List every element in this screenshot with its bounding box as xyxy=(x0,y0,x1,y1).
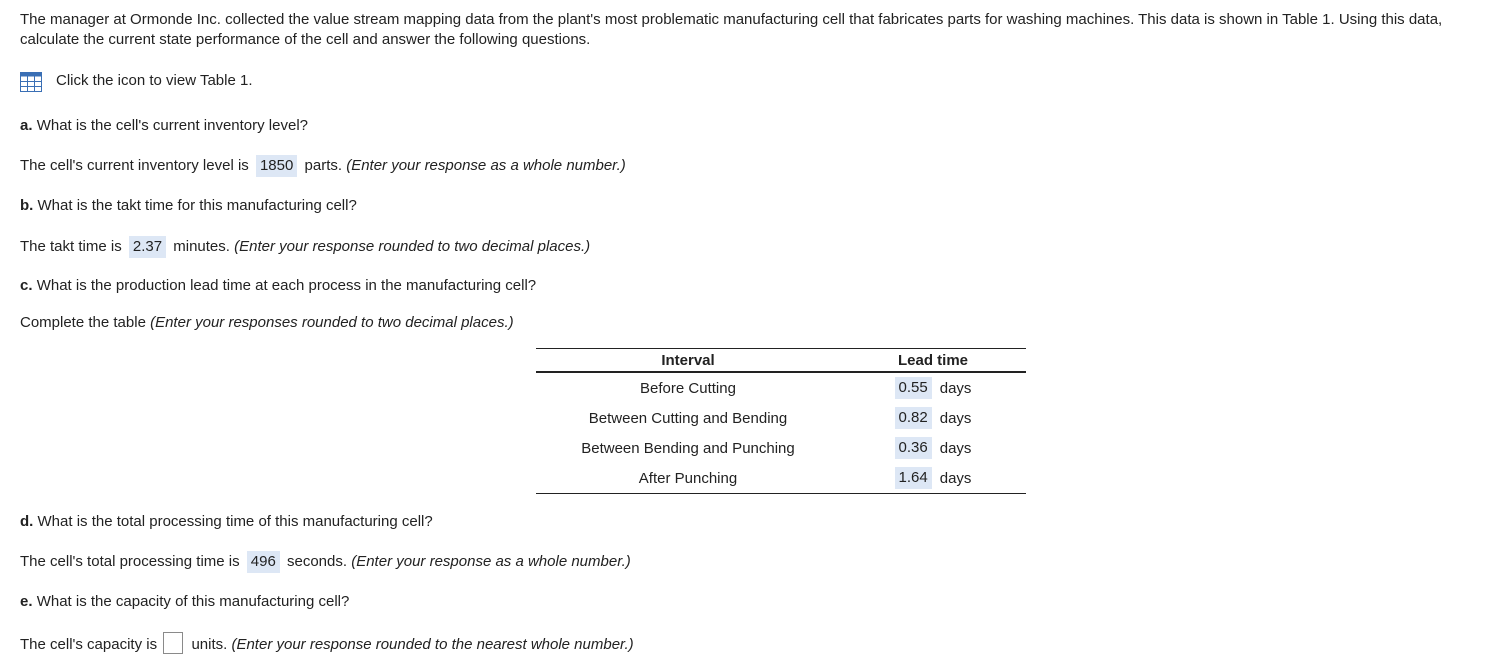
table-row xyxy=(536,433,1026,463)
header-interval: Interval xyxy=(536,349,840,373)
interval-cell: After Punching xyxy=(536,463,840,494)
header-lead-time: Lead time xyxy=(840,349,1026,373)
answer-a-row xyxy=(20,155,626,177)
answer-b-input[interactable]: 2.37 xyxy=(129,236,166,258)
question-c-text: What is the production lead time at each process in the manufacturing cell? xyxy=(36,277,537,294)
answer-a-input[interactable]: 1850 xyxy=(256,155,297,177)
question-e xyxy=(20,592,349,612)
answer-b-hint: (Enter your response rounded to two decimal places.) xyxy=(234,238,591,255)
lead-time-input[interactable]: 0.82 xyxy=(895,407,932,429)
question-c-letter: c. xyxy=(20,277,33,294)
view-table-link[interactable] xyxy=(20,68,1490,92)
question-d-text: What is the total processing time of this manufacturing cell? xyxy=(37,513,433,530)
lead-time-unit: days xyxy=(939,439,972,457)
question-b xyxy=(20,196,357,216)
answer-d-hint: (Enter your response as a whole number.) xyxy=(351,553,631,570)
table-row xyxy=(536,463,1026,494)
question-c xyxy=(20,276,536,296)
lead-time-table xyxy=(536,348,1026,494)
answer-e-hint: (Enter your response rounded to the nearest whole number.) xyxy=(231,636,634,653)
answer-d-suffix: seconds. xyxy=(287,553,348,570)
view-table-label[interactable]: Click the icon to view Table 1. xyxy=(56,71,253,89)
answer-d-prefix: The cell's total processing time is xyxy=(20,553,240,570)
lead-time-unit: days xyxy=(939,409,972,427)
answer-e-prefix: The cell's capacity is xyxy=(20,636,158,653)
question-e-letter: e. xyxy=(20,593,33,610)
lead-time-unit: days xyxy=(939,469,972,487)
lead-time-input[interactable]: 0.36 xyxy=(895,437,932,459)
table-grid-icon[interactable] xyxy=(20,72,42,92)
question-a-letter: a. xyxy=(20,117,33,134)
interval-cell: Between Bending and Punching xyxy=(581,439,795,457)
table-row xyxy=(536,372,1026,403)
interval-cell: Between Cutting and Bending xyxy=(588,409,788,427)
question-b-text: What is the takt time for this manufacturing cell? xyxy=(37,197,357,214)
answer-b-suffix: minutes. xyxy=(173,238,230,255)
question-c-instruction: Complete the table xyxy=(20,314,146,331)
table-row xyxy=(536,403,1026,433)
question-d xyxy=(20,512,433,532)
lead-time-input[interactable]: 1.64 xyxy=(895,467,932,489)
answer-b-prefix: The takt time is xyxy=(20,238,122,255)
question-a-text: What is the cell's current inventory level? xyxy=(36,117,308,134)
capacity-input[interactable] xyxy=(163,632,183,654)
answer-a-hint: (Enter your response as a whole number.) xyxy=(346,157,626,174)
answer-d-input[interactable]: 496 xyxy=(247,551,280,573)
answer-e-row xyxy=(20,632,634,655)
question-a xyxy=(20,116,308,136)
answer-a-prefix: The cell's current inventory level is xyxy=(20,157,249,174)
answer-d-row xyxy=(20,551,631,573)
interval-cell: Before Cutting xyxy=(640,379,736,397)
answer-b-row xyxy=(20,236,590,258)
question-e-text: What is the capacity of this manufacturing cell? xyxy=(36,593,350,610)
lead-time-input[interactable]: 0.55 xyxy=(895,377,932,399)
question-c-instruction-row xyxy=(20,313,514,333)
problem-intro: The manager at Ormonde Inc. collected the value stream mapping data from the plant's most problematic manufacturing cell that fabricates parts for washing machines. This data is shown in Table 1. Using this data, calculate the current state performance of the cell and answer the following questions. xyxy=(20,11,1443,48)
question-c-hint: (Enter your responses rounded to two decimal places.) xyxy=(150,314,514,331)
answer-e-suffix: units. xyxy=(191,636,228,653)
problem-container xyxy=(20,10,1490,92)
answer-a-suffix: parts. xyxy=(304,157,343,174)
lead-time-unit: days xyxy=(939,379,972,397)
question-d-letter: d. xyxy=(20,513,34,530)
question-b-letter: b. xyxy=(20,197,34,214)
lead-time-table-header xyxy=(536,349,1026,373)
